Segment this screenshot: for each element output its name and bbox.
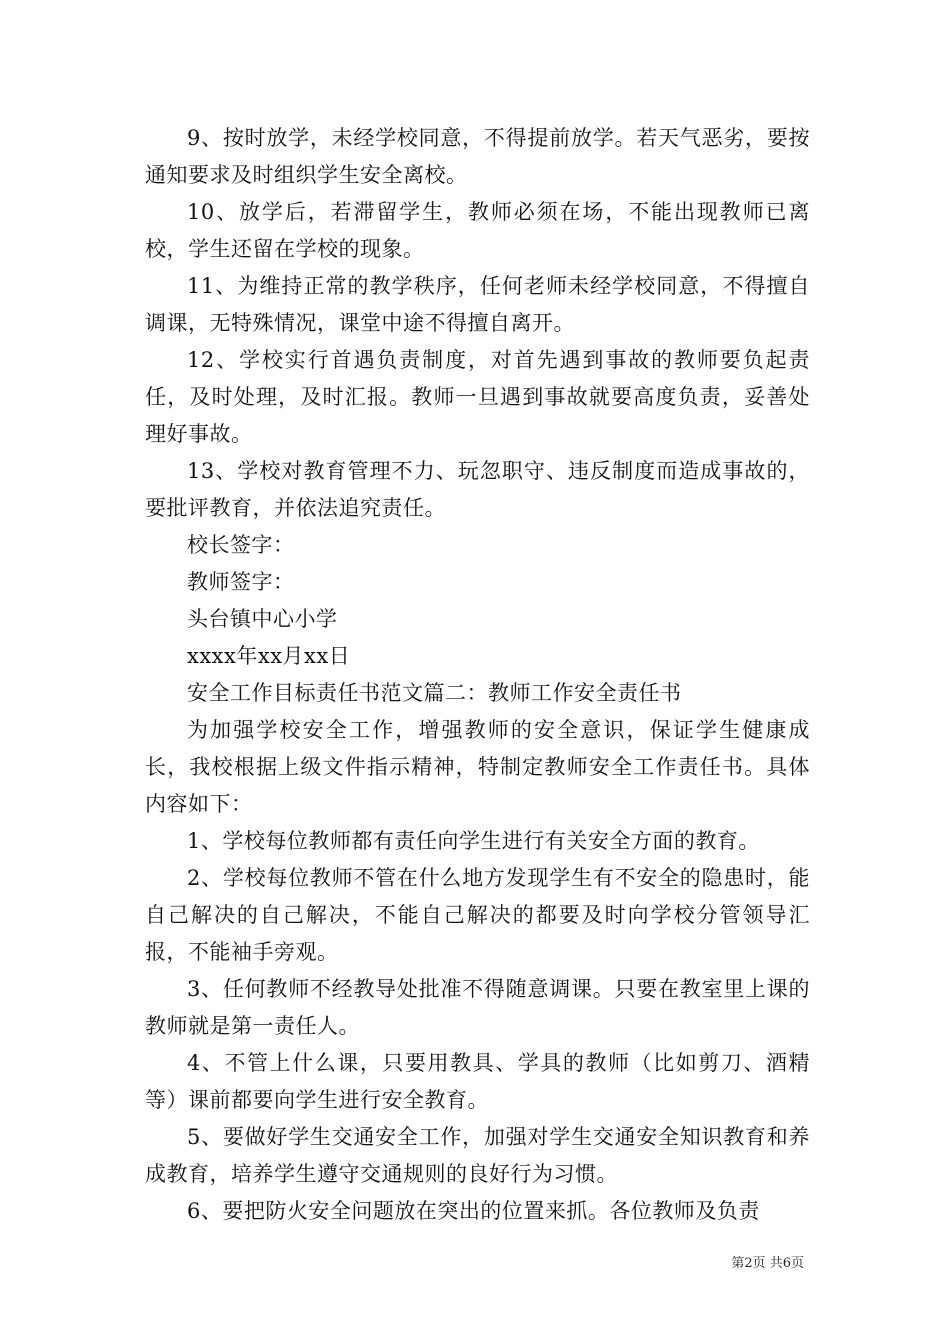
paragraph-item-5: 5、要做好学生交通安全工作，加强对学生交通安全知识教育和养成教育，培养学生遵守交通规则的良好行为习惯。 [145,1125,810,1186]
paragraph-rule-13: 13、学校对教育管理不力、玩忽职守、违反制度而造成事故的，要批评教育，并依法追究责任。 [145,459,810,520]
paragraph-item-1: 1、学校每位教师都有责任向学生进行有关安全方面的教育。 [187,829,760,853]
paragraph-rule-10: 10、放学后，若滞留学生，教师必须在场，不能出现教师已离校，学生还留在学校的现象。 [145,200,810,261]
page-number-footer: 第2页 共6页 [731,1256,804,1271]
document-body [145,120,810,1230]
school-name: 头台镇中心小学 [187,607,338,631]
paragraph-rule-11: 11、为维持正常的教学秩序，任何老师未经学校同意，不得擅自调课，无特殊情况，课堂中途不得擅自离开。 [145,274,810,335]
paragraph-item-2: 2、学校每位教师不管在什么地方发现学生有不安全的隐患时，能自己解决的自己解决，不能自己解决的都要及时向学校分管领导汇报，不能袖手旁观。 [145,866,810,964]
principal-signature-line: 校长签字： [187,533,295,557]
section-title: 安全工作目标责任书范文篇二：教师工作安全责任书 [187,681,682,705]
paragraph-item-6: 6、要把防火安全问题放在突出的位置来抓。各位教师及负责 [187,1199,760,1223]
paragraph-item-3: 3、任何教师不经教导处批准不得随意调课。只要在教室里上课的教师就是第一责任人。 [145,977,810,1038]
intro-paragraph: 为加强学校安全工作，增强教师的安全意识，保证学生健康成长，我校根据上级文件指示精神，特制定教师安全工作责任书。具体内容如下： [145,718,810,816]
paragraph-item-4: 4、不管上什么课，只要用教具、学具的教师（比如剪刀、酒精等）课前都要向学生进行安全教育。 [145,1051,810,1112]
teacher-signature-line: 教师签字： [187,570,295,594]
paragraph-rule-12: 12、学校实行首遇负责制度，对首先遇到事故的教师要负起责任，及时处理，及时汇报。教师一旦遇到事故就要高度负责，妥善处理好事故。 [145,348,810,446]
paragraph-rule-9: 9、按时放学，未经学校同意，不得提前放学。若天气恶劣，要按通知要求及时组织学生安全离校。 [145,126,810,187]
date-line: xxxx年xx月xx日 [187,644,351,668]
